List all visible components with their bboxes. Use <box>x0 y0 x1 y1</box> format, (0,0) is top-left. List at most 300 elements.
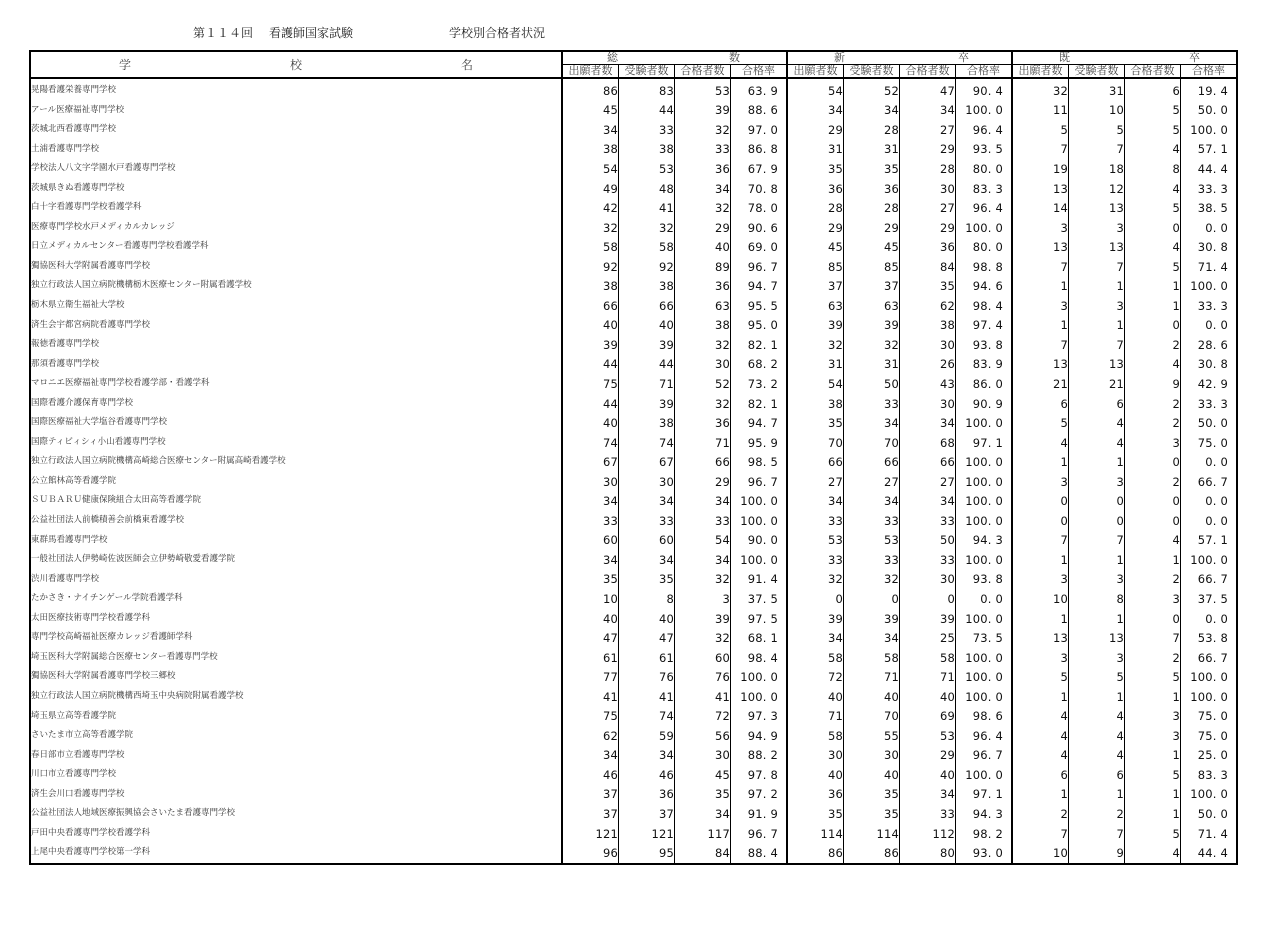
pass-rate-cell: 100. 0 <box>956 101 1013 121</box>
count-cell: 52 <box>675 374 731 394</box>
count-cell: 7 <box>1012 335 1069 355</box>
count-cell: 40 <box>562 316 619 336</box>
pass-rate-cell: 66. 7 <box>1197 650 1228 665</box>
count-cell: 41 <box>675 687 731 707</box>
pass-rate-cell: 44. 4 <box>1197 161 1228 176</box>
count-cell: 30 <box>900 335 956 355</box>
count-cell: 114 <box>844 824 900 844</box>
school-name: たかさき・ナイチンゲール学院看護学科 <box>30 589 562 609</box>
count-cell: 34 <box>787 628 844 648</box>
count-cell: 3 <box>1125 433 1181 453</box>
count-cell: 33 <box>619 120 675 140</box>
count-cell: 96 <box>562 843 619 864</box>
count-cell: 29 <box>675 472 731 492</box>
count-cell: 4 <box>1125 843 1181 864</box>
count-cell: 114 <box>787 824 844 844</box>
count-cell: 0 <box>1069 511 1125 531</box>
count-cell: 30 <box>900 394 956 414</box>
count-cell: 70 <box>787 433 844 453</box>
count-cell: 3 <box>1125 589 1181 609</box>
count-cell: 44 <box>619 101 675 121</box>
count-cell: 1 <box>1012 452 1069 472</box>
count-cell: 6 <box>1012 394 1069 414</box>
count-cell: 31 <box>844 140 900 160</box>
count-cell: 27 <box>844 472 900 492</box>
school-name: 専門学校高崎福祉医療カレッジ看護師学科 <box>30 628 562 648</box>
count-cell: 5 <box>1125 198 1181 218</box>
school-name: 公益社団法人前橋積善会前橋東看護学校 <box>30 511 562 531</box>
subcol-header: 合格率 <box>1181 65 1238 79</box>
school-name: アール医療福祉専門学校 <box>30 101 562 121</box>
count-cell: 27 <box>900 198 956 218</box>
count-cell: 71 <box>675 433 731 453</box>
subcol-header: 合格率 <box>956 65 1013 79</box>
count-cell: 53 <box>619 159 675 179</box>
count-cell: 9 <box>1125 374 1181 394</box>
report-name: 学校別合格者状況 <box>449 26 546 40</box>
table-row <box>30 335 1237 355</box>
count-cell: 33 <box>900 804 956 824</box>
exam-round: 第１１４回 <box>193 26 254 40</box>
count-cell: 86 <box>787 843 844 864</box>
count-cell: 66 <box>844 452 900 472</box>
pass-rate-cell: 88. 6 <box>731 101 788 121</box>
count-cell: 31 <box>787 140 844 160</box>
count-cell: 58 <box>562 237 619 257</box>
pass-rate-cell: 98. 6 <box>956 707 1013 727</box>
school-name: 茨城県きぬ看護専門学校 <box>30 179 562 199</box>
count-cell: 0 <box>1125 511 1181 531</box>
count-cell: 56 <box>675 726 731 746</box>
pass-rate-cell: 95. 9 <box>731 433 788 453</box>
pass-rate-cell: 82. 1 <box>731 335 788 355</box>
count-cell: 60 <box>619 531 675 551</box>
count-cell: 84 <box>900 257 956 277</box>
count-cell: 85 <box>844 257 900 277</box>
count-cell: 46 <box>562 765 619 785</box>
count-cell: 41 <box>619 687 675 707</box>
count-cell: 68 <box>900 433 956 453</box>
count-cell: 40 <box>900 765 956 785</box>
count-cell: 3 <box>1012 218 1069 238</box>
pass-rate-cell: 67. 9 <box>731 159 788 179</box>
count-cell: 38 <box>562 276 619 296</box>
table-row <box>30 257 1237 277</box>
count-cell: 75 <box>562 707 619 727</box>
count-cell: 66 <box>787 452 844 472</box>
count-cell: 63 <box>675 296 731 316</box>
pass-rate-cell: 93. 8 <box>956 570 1013 590</box>
pass-rate-cell: 96. 7 <box>731 824 788 844</box>
pass-rate-cell: 0. 0 <box>1205 494 1228 509</box>
count-cell: 5 <box>1125 120 1181 140</box>
pass-rate-cell: 0. 0 <box>1205 611 1228 626</box>
school-name: 国際ティビィシィ小山看護専門学校 <box>30 433 562 453</box>
count-cell: 40 <box>900 687 956 707</box>
table-row <box>30 491 1237 511</box>
count-cell: 28 <box>900 159 956 179</box>
count-cell: 0 <box>1069 491 1125 511</box>
count-cell: 2 <box>1012 804 1069 824</box>
count-cell: 10 <box>1012 589 1069 609</box>
pass-rate-cell: 100. 0 <box>1190 787 1228 802</box>
count-cell: 2 <box>1125 648 1181 668</box>
count-cell: 34 <box>900 101 956 121</box>
pass-rate-cell: 96. 7 <box>731 472 788 492</box>
school-name: 那須看護専門学校 <box>30 355 562 375</box>
table-row <box>30 765 1237 785</box>
count-cell: 75 <box>562 374 619 394</box>
table-row <box>30 296 1237 316</box>
count-cell: 32 <box>562 218 619 238</box>
count-cell: 2 <box>1125 394 1181 414</box>
pass-rate-cell: 66. 7 <box>1197 474 1228 489</box>
count-cell: 4 <box>1069 413 1125 433</box>
count-cell: 40 <box>619 316 675 336</box>
count-cell: 74 <box>562 433 619 453</box>
count-cell: 5 <box>1125 667 1181 687</box>
table-row <box>30 628 1237 648</box>
count-cell: 6 <box>1069 394 1125 414</box>
count-cell: 95 <box>619 843 675 864</box>
pass-rate-cell: 80. 0 <box>956 237 1013 257</box>
pass-rate-cell: 100. 0 <box>956 472 1013 492</box>
pass-rate-cell: 100. 0 <box>956 413 1013 433</box>
subcol-header: 出願者数 <box>1012 65 1069 79</box>
count-cell: 36 <box>900 237 956 257</box>
table-row <box>30 843 1237 864</box>
table-row <box>30 159 1237 179</box>
count-cell: 53 <box>900 726 956 746</box>
pass-rate-cell: 44. 4 <box>1197 846 1228 861</box>
count-cell: 30 <box>787 746 844 766</box>
table-row <box>30 413 1237 433</box>
pass-rate-cell: 68. 1 <box>731 628 788 648</box>
count-cell: 54 <box>787 374 844 394</box>
table-row <box>30 667 1237 687</box>
count-cell: 33 <box>787 550 844 570</box>
count-cell: 86 <box>844 843 900 864</box>
count-cell: 112 <box>900 824 956 844</box>
pass-rate-cell: 30. 8 <box>1197 357 1228 372</box>
count-cell: 29 <box>675 218 731 238</box>
table-row <box>30 355 1237 375</box>
pass-rate-cell: 97. 8 <box>731 765 788 785</box>
count-cell: 1 <box>1012 316 1069 336</box>
count-cell: 71 <box>619 374 675 394</box>
count-cell: 61 <box>562 648 619 668</box>
pass-rate-cell: 100. 0 <box>731 511 788 531</box>
table-row <box>30 746 1237 766</box>
table-row <box>30 726 1237 746</box>
pass-rate-cell: 78. 0 <box>731 198 788 218</box>
school-name: 春日部市立看護専門学校 <box>30 746 562 766</box>
pass-rate-cell: 71. 4 <box>1197 259 1228 274</box>
count-cell: 58 <box>900 648 956 668</box>
table-row <box>30 472 1237 492</box>
count-cell: 38 <box>675 316 731 336</box>
count-cell: 35 <box>619 570 675 590</box>
count-cell: 34 <box>562 550 619 570</box>
count-cell: 33 <box>562 511 619 531</box>
count-cell: 3 <box>1069 218 1125 238</box>
school-name: 学校法人八文字学園水戸看護専門学校 <box>30 159 562 179</box>
count-cell: 38 <box>619 140 675 160</box>
count-cell: 4 <box>1069 433 1125 453</box>
pass-rate-cell: 96. 7 <box>731 257 788 277</box>
table-row <box>30 433 1237 453</box>
count-cell: 4 <box>1069 707 1125 727</box>
count-cell: 7 <box>1069 140 1125 160</box>
count-cell: 11 <box>1012 101 1069 121</box>
count-cell: 33 <box>844 394 900 414</box>
pass-rate-cell: 100. 0 <box>731 687 788 707</box>
count-cell: 32 <box>1012 78 1069 101</box>
pass-rate-cell: 0. 0 <box>1205 513 1228 528</box>
school-name: 独立行政法人国立病院機構西埼玉中央病院附属看護学校 <box>30 687 562 707</box>
count-cell: 53 <box>675 78 731 101</box>
count-cell: 1 <box>1012 550 1069 570</box>
school-name: 渋川看護専門学校 <box>30 570 562 590</box>
subcol-header: 出願者数 <box>787 65 844 79</box>
count-cell: 92 <box>619 257 675 277</box>
count-cell: 27 <box>900 472 956 492</box>
count-cell: 117 <box>675 824 731 844</box>
count-cell: 4 <box>1125 531 1181 551</box>
count-cell: 62 <box>900 296 956 316</box>
subcol-header: 合格者数 <box>1125 65 1181 79</box>
count-cell: 2 <box>1069 804 1125 824</box>
count-cell: 34 <box>787 101 844 121</box>
count-cell: 4 <box>1125 237 1181 257</box>
table-row <box>30 140 1237 160</box>
count-cell: 3 <box>1012 570 1069 590</box>
school-name: 晃陽看護栄養専門学校 <box>30 78 562 101</box>
count-cell: 38 <box>619 276 675 296</box>
count-cell: 1 <box>1125 785 1181 805</box>
count-cell: 34 <box>562 491 619 511</box>
count-cell: 31 <box>844 355 900 375</box>
pass-rate-cell: 50. 0 <box>1197 103 1228 118</box>
table-row <box>30 570 1237 590</box>
count-cell: 30 <box>900 179 956 199</box>
count-cell: 26 <box>900 355 956 375</box>
count-cell: 3 <box>675 589 731 609</box>
school-name: 医療専門学校水戸メディカルカレッジ <box>30 218 562 238</box>
count-cell: 0 <box>1125 316 1181 336</box>
count-cell: 89 <box>675 257 731 277</box>
count-cell: 13 <box>1012 237 1069 257</box>
pass-rate-cell: 94. 3 <box>956 531 1013 551</box>
count-cell: 4 <box>1012 726 1069 746</box>
count-cell: 1 <box>1125 804 1181 824</box>
pass-rate-cell: 98. 4 <box>731 648 788 668</box>
count-cell: 2 <box>1125 570 1181 590</box>
school-name: 戸田中央看護専門学校看護学科 <box>30 824 562 844</box>
count-cell: 7 <box>1012 257 1069 277</box>
count-cell: 76 <box>675 667 731 687</box>
count-cell: 9 <box>1069 843 1125 864</box>
count-cell: 39 <box>787 316 844 336</box>
count-cell: 1 <box>1069 785 1125 805</box>
pass-rate-cell: 97. 1 <box>956 785 1013 805</box>
pass-rate-cell: 100. 0 <box>1190 279 1228 294</box>
count-cell: 25 <box>900 628 956 648</box>
count-cell: 4 <box>1012 433 1069 453</box>
count-cell: 13 <box>1069 198 1125 218</box>
count-cell: 37 <box>844 276 900 296</box>
count-cell: 3 <box>1069 472 1125 492</box>
pass-rate-cell: 86. 8 <box>731 140 788 160</box>
count-cell: 10 <box>1069 101 1125 121</box>
count-cell: 27 <box>787 472 844 492</box>
pass-rate-cell: 50. 0 <box>1197 807 1228 821</box>
count-cell: 10 <box>562 589 619 609</box>
count-cell: 39 <box>675 609 731 629</box>
pass-rate-cell: 69. 0 <box>731 237 788 257</box>
count-cell: 21 <box>1012 374 1069 394</box>
school-name: 土浦看護専門学校 <box>30 140 562 160</box>
count-cell: 6 <box>1125 78 1181 101</box>
pass-rate-cell: 98. 5 <box>731 452 788 472</box>
school-name: 報徳看護専門学校 <box>30 335 562 355</box>
pass-rate-cell: 94. 9 <box>731 726 788 746</box>
group-prev-grad-header: 既 卒 <box>1012 51 1237 65</box>
count-cell: 5 <box>1012 413 1069 433</box>
count-cell: 21 <box>1069 374 1125 394</box>
table-row <box>30 589 1237 609</box>
count-cell: 83 <box>619 78 675 101</box>
school-name: 公益社団法人地域医療振興協会さいたま看護専門学校 <box>30 804 562 824</box>
school-name: マロニエ医療福祉専門学校看護学部・看護学科 <box>30 374 562 394</box>
school-name: 済生会川口看護専門学校 <box>30 785 562 805</box>
count-cell: 34 <box>844 101 900 121</box>
count-cell: 32 <box>675 628 731 648</box>
count-cell: 34 <box>844 413 900 433</box>
count-cell: 6 <box>1069 765 1125 785</box>
count-cell: 52 <box>844 78 900 101</box>
count-cell: 30 <box>675 355 731 375</box>
count-cell: 1 <box>1069 687 1125 707</box>
count-cell: 1 <box>1125 746 1181 766</box>
count-cell: 1 <box>1125 687 1181 707</box>
school-name: 国際看護介護保育専門学校 <box>30 394 562 414</box>
count-cell: 35 <box>787 413 844 433</box>
count-cell: 33 <box>675 511 731 531</box>
pass-rate-cell: 75. 0 <box>1197 435 1228 450</box>
pass-rate-cell: 50. 0 <box>1197 416 1228 431</box>
count-cell: 58 <box>787 726 844 746</box>
table-row <box>30 804 1237 824</box>
school-name: 栃木県立衛生福祉大学校 <box>30 296 562 316</box>
count-cell: 3 <box>1069 570 1125 590</box>
count-cell: 28 <box>844 198 900 218</box>
count-cell: 2 <box>1125 335 1181 355</box>
count-cell: 5 <box>1012 120 1069 140</box>
school-name: さいたま市立高等看護学院 <box>30 726 562 746</box>
count-cell: 37 <box>562 785 619 805</box>
school-name: 川口市立看護専門学校 <box>30 765 562 785</box>
results-body <box>30 78 1237 864</box>
table-row <box>30 120 1237 140</box>
count-cell: 1 <box>1069 550 1125 570</box>
count-cell: 32 <box>675 120 731 140</box>
count-cell: 60 <box>675 648 731 668</box>
count-cell: 61 <box>619 648 675 668</box>
count-cell: 50 <box>900 531 956 551</box>
school-name: 公立館林高等看護学院 <box>30 472 562 492</box>
count-cell: 43 <box>900 374 956 394</box>
pass-rate-cell: 100. 0 <box>1190 670 1228 685</box>
count-cell: 34 <box>675 491 731 511</box>
count-cell: 37 <box>619 804 675 824</box>
count-cell: 121 <box>619 824 675 844</box>
count-cell: 4 <box>1125 355 1181 375</box>
pass-rate-cell: 33. 3 <box>1197 181 1228 196</box>
pass-rate-cell: 100. 0 <box>956 648 1013 668</box>
count-cell: 33 <box>900 550 956 570</box>
count-cell: 14 <box>1012 198 1069 218</box>
count-cell: 8 <box>619 589 675 609</box>
count-cell: 32 <box>787 335 844 355</box>
count-cell: 4 <box>1069 746 1125 766</box>
pass-rate-cell: 25. 0 <box>1197 748 1228 763</box>
count-cell: 5 <box>1125 101 1181 121</box>
count-cell: 35 <box>844 785 900 805</box>
school-name: 埼玉医科大学附属総合医療センター看護専門学校 <box>30 648 562 668</box>
pass-rate-cell: 0. 0 <box>1205 220 1228 235</box>
pass-rate-cell: 100. 0 <box>956 765 1013 785</box>
count-cell: 34 <box>675 550 731 570</box>
count-cell: 67 <box>562 452 619 472</box>
count-cell: 5 <box>1012 667 1069 687</box>
count-cell: 40 <box>562 609 619 629</box>
pass-rate-cell: 82. 1 <box>731 394 788 414</box>
count-cell: 28 <box>787 198 844 218</box>
pass-rate-cell: 83. 9 <box>956 355 1013 375</box>
count-cell: 19 <box>1012 159 1069 179</box>
exam-name: 看護師国家試験 <box>269 26 354 40</box>
count-cell: 84 <box>675 843 731 864</box>
count-cell: 63 <box>844 296 900 316</box>
pass-rate-cell: 98. 8 <box>956 257 1013 277</box>
count-cell: 86 <box>562 78 619 101</box>
count-cell: 54 <box>562 159 619 179</box>
group-total-header: 総 数 <box>562 51 787 65</box>
count-cell: 34 <box>619 746 675 766</box>
pass-rate-cell: 0. 0 <box>956 589 1013 609</box>
count-cell: 1 <box>1069 316 1125 336</box>
count-cell: 1 <box>1012 276 1069 296</box>
pass-rate-cell: 83. 3 <box>956 179 1013 199</box>
pass-rate-cell: 83. 3 <box>1197 767 1228 782</box>
count-cell: 29 <box>787 218 844 238</box>
count-cell: 34 <box>562 120 619 140</box>
count-cell: 34 <box>900 785 956 805</box>
pass-rate-cell: 93. 8 <box>956 335 1013 355</box>
count-cell: 1 <box>1069 276 1125 296</box>
pass-rate-cell: 75. 0 <box>1197 728 1228 743</box>
count-cell: 32 <box>844 335 900 355</box>
table-row <box>30 394 1237 414</box>
count-cell: 30 <box>900 570 956 590</box>
count-cell: 32 <box>675 570 731 590</box>
group-new-grad-header: 新 卒 <box>787 51 1012 65</box>
school-name: 獨協医科大学附属看護専門学校 <box>30 257 562 277</box>
count-cell: 35 <box>844 159 900 179</box>
pass-rate-cell: 88. 4 <box>731 843 788 864</box>
count-cell: 40 <box>562 413 619 433</box>
